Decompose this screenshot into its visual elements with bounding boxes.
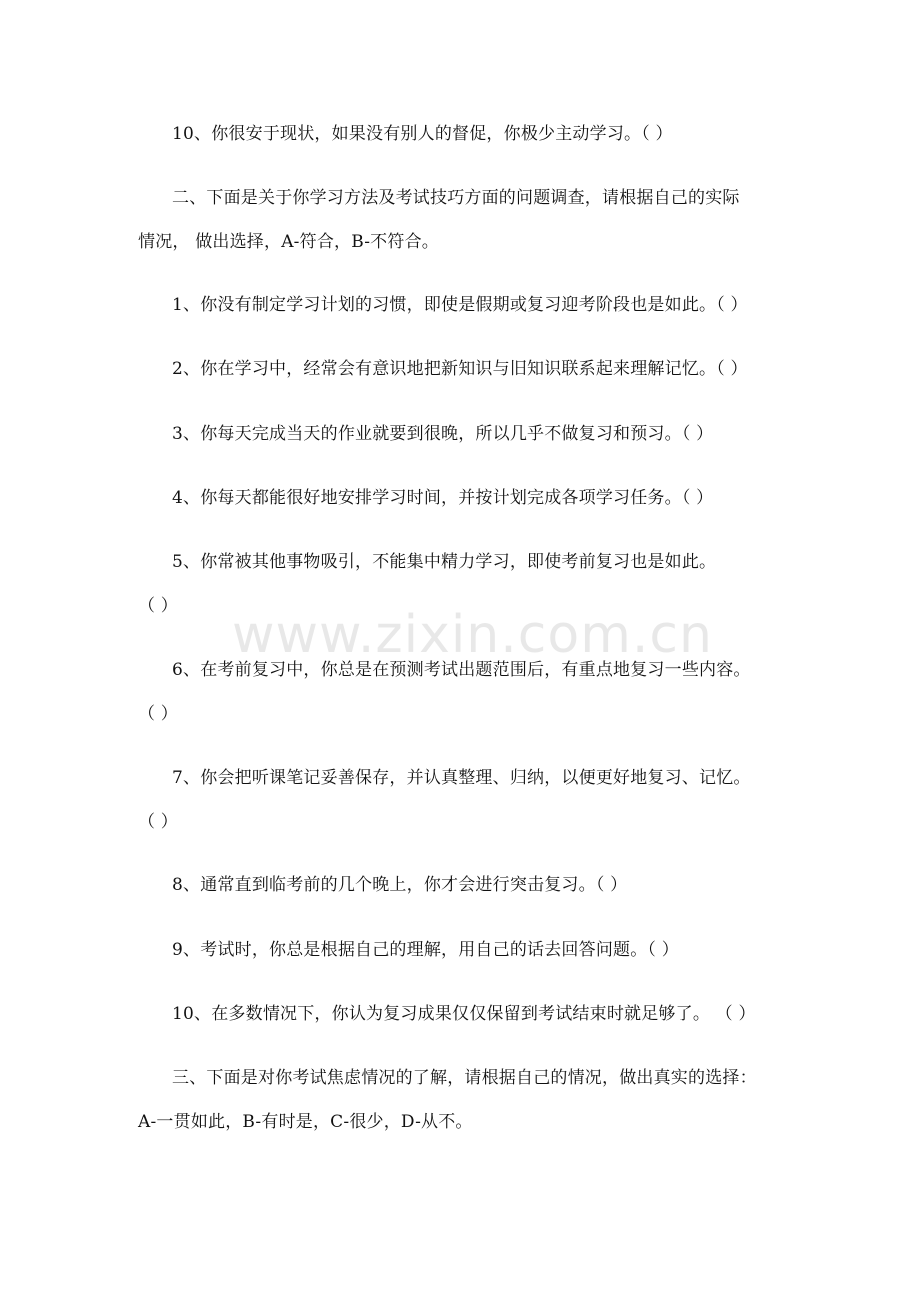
question-7-notes: 7、你会把听课笔记妥善保存，并认真整理、归纳，以便更好地复习、记忆。 <box>172 768 751 788</box>
question-2-knowledge-link: 2、你在学习中，经常会有意识地把新知识与旧知识联系起来理解记忆。（ ） <box>172 359 748 379</box>
question-8-cramming: 8、通常直到临考前的几个晚上，你才会进行突击复习。（ ） <box>172 875 628 895</box>
section-3-options: A-一贯如此，B-有时是，C-很少，D-从不。 <box>138 1112 473 1132</box>
question-5-answer-blank: （ ） <box>138 596 179 616</box>
watermark-text: www.zixin.com.cn <box>232 605 713 665</box>
question-5-distraction: 5、你常被其他事物吸引，不能集中精力学习，即使考前复习也是如此。 <box>172 552 717 572</box>
question-6-exam-prediction: 6、在考前复习中，你总是在预测考试出题范围后，有重点地复习一些内容。 <box>172 660 751 680</box>
question-3-homework-late: 3、你每天完成当天的作业就要到很晚，所以几乎不做复习和预习。（ ） <box>172 424 714 444</box>
question-9-own-words: 9、考试时，你总是根据自己的理解，用自己的话去回答问题。（ ） <box>172 940 679 960</box>
section-3-heading: 三、下面是对你考试焦虑情况的了解，请根据自己的情况，做出真实的选择： <box>172 1068 757 1088</box>
question-10-retention: 10、在多数情况下，你认为复习成果仅仅保留到考试结束时就足够了。 （ ） <box>172 1004 756 1024</box>
question-1-study-plan: 1、你没有制定学习计划的习惯，即使是假期或复习迎考阶段也是如此。（ ） <box>172 295 748 315</box>
question-4-time-arrangement: 4、你每天都能很好地安排学习时间，并按计划完成各项学习任务。（ ） <box>172 488 714 508</box>
question-7-answer-blank: （ ） <box>138 812 179 832</box>
question-10-attitude: 10、你很安于现状，如果没有别人的督促，你极少主动学习。（ ） <box>172 124 673 144</box>
section-2-heading-continued: 情况， 做出选择，A-符合，B-不符合。 <box>138 232 439 252</box>
section-2-heading: 二、下面是关于你学习方法及考试技巧方面的问题调查，请根据自己的实际 <box>172 188 740 208</box>
question-6-answer-blank: （ ） <box>138 704 179 724</box>
